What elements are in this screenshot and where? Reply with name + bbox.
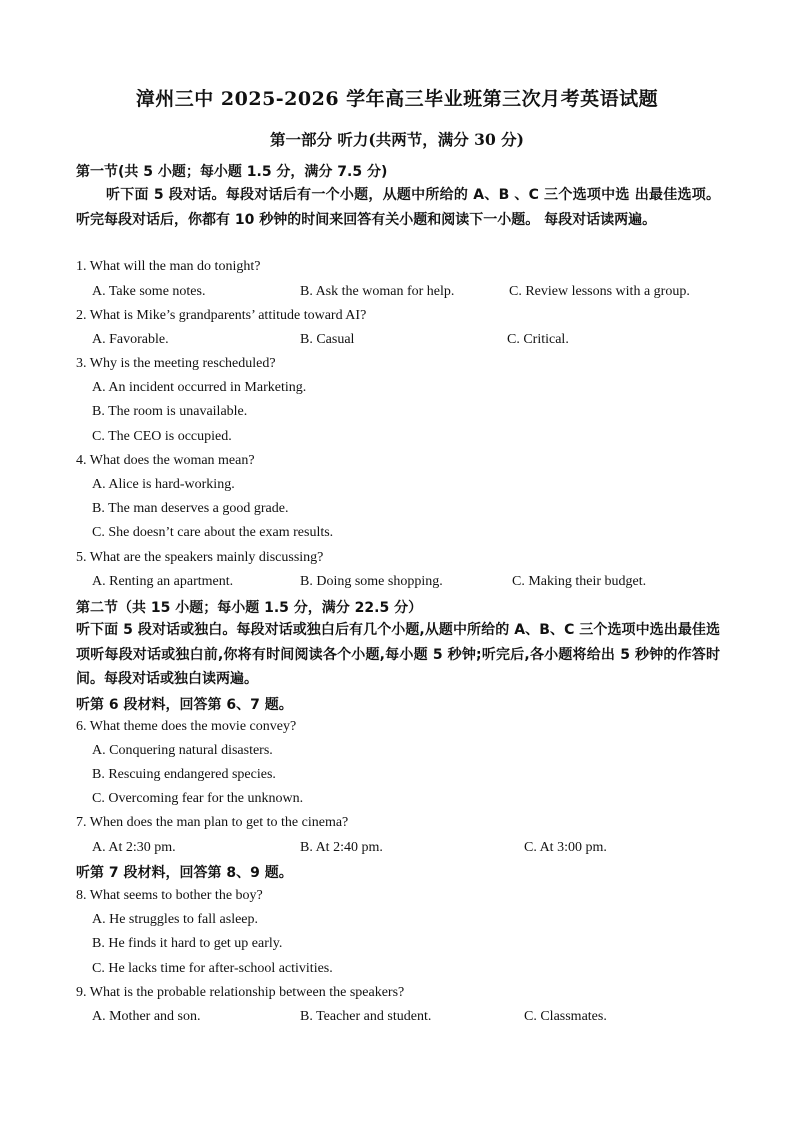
question-7: 7. When does the man plan to get to the cinema? [76, 815, 349, 830]
q6-option-b: B. Rescuing endangered species. [92, 767, 276, 782]
question-3: 3. Why is the meeting rescheduled? [76, 356, 276, 371]
question-8: 8. What seems to bother the boy? [76, 888, 263, 903]
section2-heading: 第二节（共 15 小题；每小题 1.5 分，满分 22.5 分） [76, 600, 423, 616]
exam-title: 漳州三中 2025-2026 学年高三毕业班第三次月考英语试题 [135, 88, 659, 110]
material-6-note: 听第 6 段材料，回答第 6、7 题。 [76, 697, 293, 713]
q5-option-c: C. Making their budget. [512, 574, 647, 589]
q1-option-a: A. Take some notes. [92, 284, 206, 299]
q3-option-c: C. The CEO is occupied. [92, 429, 232, 444]
q6-option-a: A. Conquering natural disasters. [92, 743, 273, 758]
section1-heading: 第一节(共 5 小题；每小题 1.5 分，满分 7.5 分) [76, 164, 388, 180]
question-4: 4. What does the woman mean? [76, 453, 255, 468]
q9-option-c: C. Classmates. [524, 1009, 607, 1024]
question-6: 6. What theme does the movie convey? [76, 719, 297, 734]
q1-option-c: C. Review lessons with a group. [509, 284, 690, 299]
q7-option-a: A. At 2:30 pm. [92, 840, 176, 855]
q3-option-a: A. An incident occurred in Marketing. [92, 380, 307, 395]
q8-option-c: C. He lacks time for after-school activities. [92, 961, 333, 976]
q9-option-b: B. Teacher and student. [300, 1009, 432, 1024]
q8-option-a: A. He struggles to fall asleep. [92, 912, 259, 927]
q5-option-b: B. Doing some shopping. [300, 574, 443, 589]
question-1: 1. What will the man do tonight? [76, 259, 261, 274]
q7-option-c: C. At 3:00 pm. [524, 840, 607, 855]
q6-option-c: C. Overcoming fear for the unknown. [92, 791, 304, 806]
part-title: 第一部分 听力(共两节，满分 30 分) [270, 130, 524, 149]
q8-option-b: B. He finds it hard to get up early. [92, 936, 283, 951]
q5-option-a: A. Renting an apartment. [92, 574, 234, 589]
q9-option-a: A. Mother and son. [92, 1009, 201, 1024]
q2-option-b: B. Casual [300, 332, 355, 347]
section2-instructions: 听下面 5 段对话或独白。每段对话或独白后有几个小题,从题中所给的 A、B、C 三个选项中选出最佳选项听每段对话或独白前,你将有时间阅读各个小题,每小题 5 秒钟;听完后,各小题将给出 5 秒钟的作答时间。每段对话或独白读两遍。 [76, 622, 720, 687]
question-2: 2. What is Mike’s grandparents’ attitude toward AI? [76, 308, 367, 323]
q2-option-a: A. Favorable. [92, 332, 169, 347]
q1-option-b: B. Ask the woman for help. [300, 284, 455, 299]
question-5: 5. What are the speakers mainly discussing? [76, 550, 324, 565]
q2-option-c: C. Critical. [507, 332, 569, 347]
q3-option-b: B. The room is unavailable. [92, 404, 248, 419]
q4-option-c: C. She doesn’t care about the exam results. [92, 525, 334, 540]
q4-option-b: B. The man deserves a good grade. [92, 501, 289, 516]
material-7-note: 听第 7 段材料，回答第 8、9 题。 [76, 865, 293, 881]
question-9: 9. What is the probable relationship between the speakers? [76, 985, 405, 1000]
q7-option-b: B. At 2:40 pm. [300, 840, 383, 855]
section1-instructions: 听下面 5 段对话。每段对话后有一个小题，从题中所给的 A、B 、C 三个选项中选 出最佳选项。听完每段对话后，你都有 10 秒钟的时间来回答有关小题和阅读下一小题。 每段对话读两遍。 [76, 187, 720, 228]
q4-option-a: A. Alice is hard-working. [92, 477, 235, 492]
